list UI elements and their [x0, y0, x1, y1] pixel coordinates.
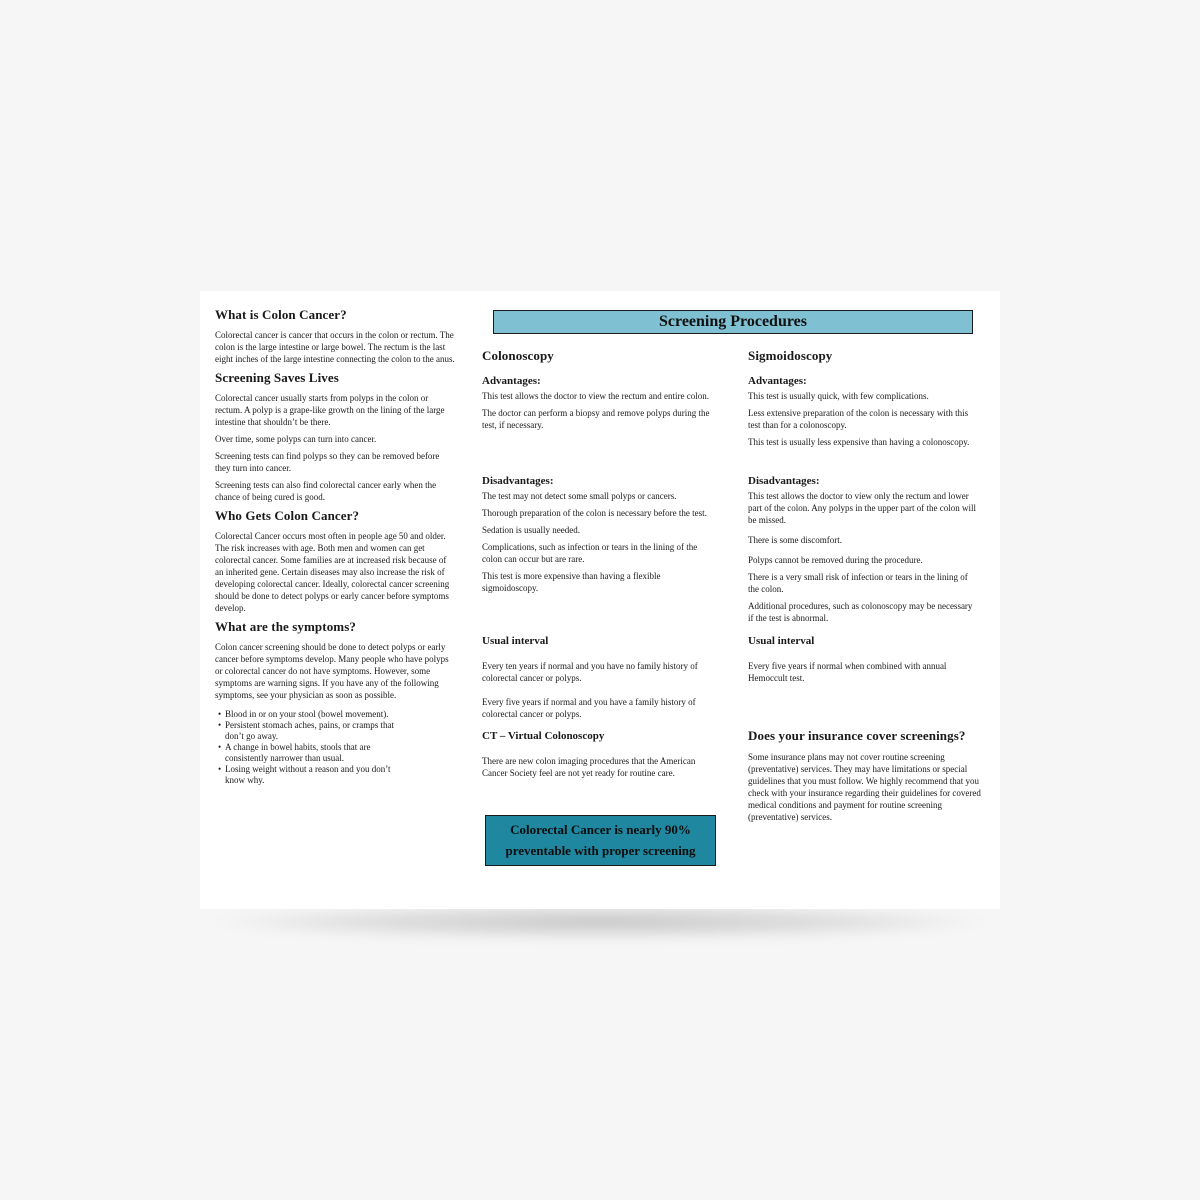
paragraph: There is some discomfort.: [748, 535, 842, 545]
heading-sigmoidoscopy: Sigmoidoscopy: [748, 348, 833, 363]
paragraph: Colorectal cancer is cancer that occurs in the colon or rectum. The colon is the large intestine or large bowel. The rectum is the last eight inches of the large intestine connecting the colon to the anus.: [215, 330, 455, 364]
bullet-icon: •: [218, 742, 222, 752]
bullet-icon: •: [218, 764, 222, 774]
paragraph: Screening tests can find polyps so they can be removed before they turn into cancer.: [215, 451, 440, 473]
paragraph: This test is usually less expensive than having a colonoscopy.: [748, 437, 970, 447]
heading-screening-saves-lives: Screening Saves Lives: [215, 370, 339, 385]
disadvantages-label: Disadvantages:: [482, 475, 554, 487]
paragraph: Colon cancer screening should be done to detect polyps or early cancer before symptoms develop. Many people who have polyps or colorectal cancer do not have symptoms. However, some symptoms are warning signs. If you have any of the following symptoms, see your physician as soon as possible.: [215, 642, 449, 700]
advantages-label: Advantages:: [482, 375, 541, 387]
heading-who-gets-colon-cancer: Who Gets Colon Cancer?: [215, 508, 360, 523]
ct-paragraph: There are new colon imaging procedures that the American Cancer Society feel are not yet ready for routine care.: [482, 756, 696, 778]
heading-ct-virtual-colonoscopy: CT – Virtual Colonoscopy: [482, 730, 605, 742]
bullet-icon: •: [218, 709, 222, 719]
paragraph: Screening tests can also find colorectal cancer early when the chance of being cured is good.: [215, 480, 437, 502]
left-column: [215, 307, 455, 788]
paragraph: This test is more expensive than having a flexible sigmoidoscopy.: [482, 571, 661, 593]
usual-interval-label: Usual interval: [482, 635, 549, 647]
sigmoidoscopy-interval: Every five years if normal when combined with annual Hemoccult test.: [748, 661, 947, 683]
brochure-sheet: [200, 291, 1000, 909]
symptom-list: [215, 709, 455, 786]
paragraph: Additional procedures, such as colonoscopy may be necessary if the test is abnormal.: [748, 601, 973, 623]
sheet-shadow: [212, 905, 988, 939]
advantages-label: Advantages:: [748, 375, 807, 387]
callout-line-2: preventable with proper screening: [505, 843, 696, 858]
heading-colonoscopy: Colonoscopy: [482, 348, 554, 363]
colonoscopy-disadvantages: [482, 474, 712, 599]
paragraph: This test allows the doctor to view the rectum and entire colon.: [482, 391, 709, 401]
paragraph: This test allows the doctor to view only the rectum and lower part of the colon. Any polyps in the upper part of the colon will be missed.: [748, 491, 976, 525]
sigmoidoscopy-disadvantages: [748, 474, 978, 629]
disadvantages-label: Disadvantages:: [748, 475, 820, 487]
paragraph: The test may not detect some small polyps or cancers.: [482, 491, 677, 501]
section-screening-saves-lives: [215, 370, 455, 503]
prevention-callout-box: [485, 815, 716, 866]
paragraph: Less extensive preparation of the colon is necessary with this test than for a colonoscopy.: [748, 408, 969, 430]
paragraph: Colorectal Cancer occurs most often in people age 50 and older. The risk increases with age. Both men and women can get colorectal cancer. Some families are at increased risk because of an inherited gene. Certain diseases may also increase the risk of developing colorectal cancer. Ideally, colorectal cancer screening should be done to detect polyps or early cancer before symptoms develop.: [215, 531, 450, 613]
list-item: • Persistent stomach aches, pains, or cramps that don’t go away.: [218, 720, 394, 741]
heading-what-is-colon-cancer: What is Colon Cancer?: [215, 307, 347, 322]
list-item: • A change in bowel habits, stools that are consistently narrower than usual.: [218, 742, 371, 763]
sigmoidoscopy-advantages: [748, 374, 978, 453]
insurance-paragraph: Some insurance plans may not cover routine screening (preventative) services. They may have limitations or special guidelines that you must follow. We highly recommend that you check with your insurance regarding their guidelines for covered medical conditions and payment for routine screening (preventative) services.: [748, 752, 981, 822]
paragraph: There is a very small risk of infection or tears in the lining of the colon.: [748, 572, 968, 594]
colonoscopy-interval: [482, 660, 712, 725]
bullet-icon: •: [218, 720, 222, 730]
section-who-gets: [215, 508, 455, 614]
paragraph: Over time, some polyps can turn into cancer.: [215, 434, 377, 444]
paragraph: Every ten years if normal and you have no family history of colorectal cancer or polyps.: [482, 661, 698, 683]
heading-insurance-coverage: Does your insurance cover screenings?: [748, 728, 966, 743]
callout-line-1: Colorectal Cancer is nearly 90%: [510, 822, 691, 837]
paragraph: The doctor can perform a biopsy and remove polyps during the test, if necessary.: [482, 408, 710, 430]
list-item: • Blood in or on your stool (bowel movement).: [218, 709, 389, 719]
usual-interval-label: Usual interval: [748, 635, 815, 647]
paragraph: Sedation is usually needed.: [482, 525, 580, 535]
paragraph: Colorectal cancer usually starts from polyps in the colon or rectum. A polyp is a grape-like growth on the lining of the large intestine that shouldn’t be there.: [215, 393, 445, 427]
paragraph: Every five years if normal and you have a family history of colorectal cancer or polyps.: [482, 697, 696, 719]
section-symptoms: [215, 619, 455, 786]
heading-what-are-the-symptoms: What are the symptoms?: [215, 619, 356, 634]
paragraph: Complications, such as infection or tears in the lining of the colon can occur but are rare.: [482, 542, 698, 564]
section-what-is: [215, 307, 455, 365]
paragraph: Polyps cannot be removed during the procedure.: [748, 555, 923, 565]
screening-procedures-banner: Screening Procedures: [493, 310, 973, 334]
paragraph: This test is usually quick, with few complications.: [748, 391, 929, 401]
colonoscopy-advantages: [482, 374, 712, 436]
paragraph: Thorough preparation of the colon is necessary before the test.: [482, 508, 707, 518]
list-item: • Losing weight without a reason and you don’t know why.: [218, 764, 391, 785]
